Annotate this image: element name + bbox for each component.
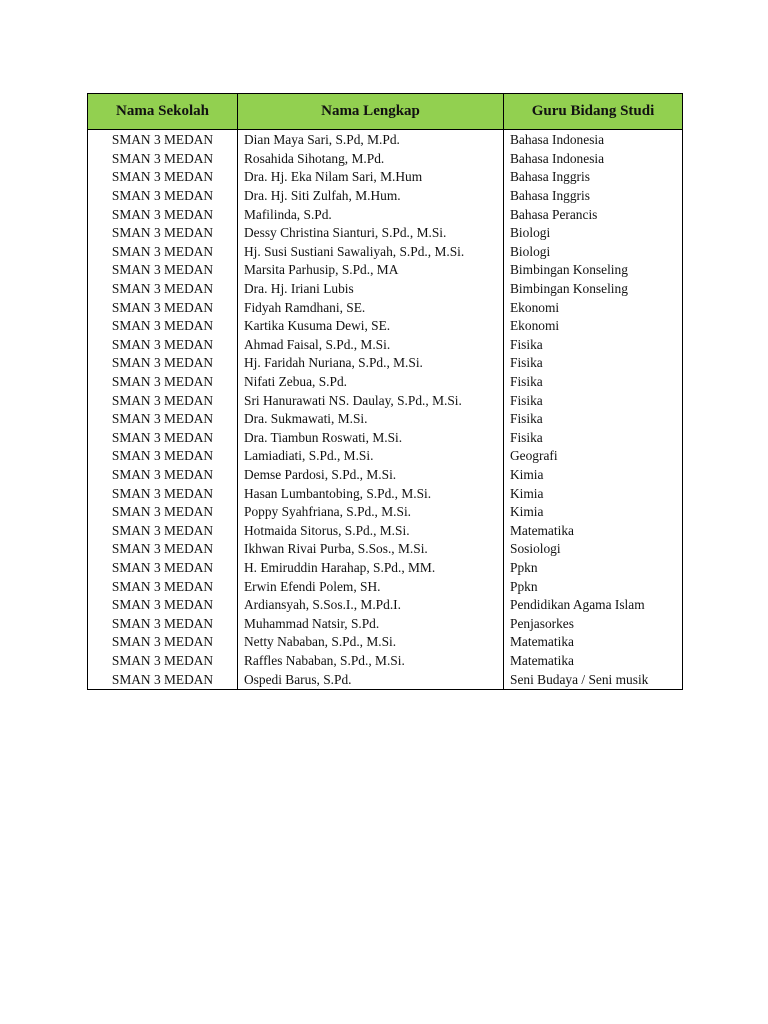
cell-school: SMAN 3 MEDAN bbox=[88, 540, 238, 559]
cell-full-name: Mafilinda, S.Pd. bbox=[238, 205, 504, 224]
table-row bbox=[88, 540, 683, 559]
cell-subject: Seni Budaya / Seni musik bbox=[504, 670, 683, 689]
cell-full-name: Hotmaida Sitorus, S.Pd., M.Si. bbox=[238, 521, 504, 540]
table-row bbox=[88, 503, 683, 522]
table-row bbox=[88, 559, 683, 578]
cell-full-name: Ospedi Barus, S.Pd. bbox=[238, 670, 504, 689]
cell-subject: Biologi bbox=[504, 224, 683, 243]
cell-subject: Fisika bbox=[504, 354, 683, 373]
table-row bbox=[88, 205, 683, 224]
table-row bbox=[88, 280, 683, 299]
cell-subject: Matematika bbox=[504, 652, 683, 671]
cell-full-name: H. Emiruddin Harahap, S.Pd., MM. bbox=[238, 559, 504, 578]
cell-school: SMAN 3 MEDAN bbox=[88, 373, 238, 392]
cell-subject: Geografi bbox=[504, 447, 683, 466]
cell-school: SMAN 3 MEDAN bbox=[88, 670, 238, 689]
table-row bbox=[88, 150, 683, 169]
cell-full-name: Dra. Hj. Siti Zulfah, M.Hum. bbox=[238, 187, 504, 206]
cell-full-name: Dian Maya Sari, S.Pd, M.Pd. bbox=[238, 130, 504, 150]
cell-subject: Bimbingan Konseling bbox=[504, 280, 683, 299]
cell-subject: Fisika bbox=[504, 429, 683, 448]
cell-full-name: Ahmad Faisal, S.Pd., M.Si. bbox=[238, 336, 504, 355]
header-full-name: Nama Lengkap bbox=[238, 94, 504, 130]
cell-subject: Ppkn bbox=[504, 559, 683, 578]
cell-school: SMAN 3 MEDAN bbox=[88, 224, 238, 243]
cell-school: SMAN 3 MEDAN bbox=[88, 596, 238, 615]
table-row bbox=[88, 224, 683, 243]
table-row bbox=[88, 261, 683, 280]
cell-subject: Ppkn bbox=[504, 577, 683, 596]
cell-full-name: Demse Pardosi, S.Pd., M.Si. bbox=[238, 466, 504, 485]
cell-school: SMAN 3 MEDAN bbox=[88, 243, 238, 262]
cell-subject: Kimia bbox=[504, 466, 683, 485]
table-row bbox=[88, 429, 683, 448]
cell-full-name: Nifati Zebua, S.Pd. bbox=[238, 373, 504, 392]
table-row bbox=[88, 354, 683, 373]
cell-full-name: Ikhwan Rivai Purba, S.Sos., M.Si. bbox=[238, 540, 504, 559]
cell-school: SMAN 3 MEDAN bbox=[88, 354, 238, 373]
cell-full-name: Sri Hanurawati NS. Daulay, S.Pd., M.Si. bbox=[238, 391, 504, 410]
cell-full-name: Hj. Faridah Nuriana, S.Pd., M.Si. bbox=[238, 354, 504, 373]
cell-full-name: Poppy Syahfriana, S.Pd., M.Si. bbox=[238, 503, 504, 522]
teacher-table bbox=[87, 93, 683, 690]
header-row bbox=[88, 94, 683, 130]
cell-school: SMAN 3 MEDAN bbox=[88, 168, 238, 187]
cell-subject: Kimia bbox=[504, 484, 683, 503]
cell-full-name: Hj. Susi Sustiani Sawaliyah, S.Pd., M.Si. bbox=[238, 243, 504, 262]
cell-school: SMAN 3 MEDAN bbox=[88, 410, 238, 429]
cell-school: SMAN 3 MEDAN bbox=[88, 484, 238, 503]
cell-school: SMAN 3 MEDAN bbox=[88, 633, 238, 652]
cell-school: SMAN 3 MEDAN bbox=[88, 652, 238, 671]
table-row bbox=[88, 130, 683, 150]
cell-subject: Bahasa Inggris bbox=[504, 168, 683, 187]
cell-subject: Bahasa Indonesia bbox=[504, 130, 683, 150]
cell-full-name: Hasan Lumbantobing, S.Pd., M.Si. bbox=[238, 484, 504, 503]
table-row bbox=[88, 187, 683, 206]
cell-subject: Kimia bbox=[504, 503, 683, 522]
cell-school: SMAN 3 MEDAN bbox=[88, 280, 238, 299]
cell-subject: Ekonomi bbox=[504, 317, 683, 336]
cell-subject: Biologi bbox=[504, 243, 683, 262]
cell-subject: Bahasa Perancis bbox=[504, 205, 683, 224]
cell-subject: Bahasa Inggris bbox=[504, 187, 683, 206]
table-row bbox=[88, 298, 683, 317]
table-row bbox=[88, 336, 683, 355]
table-row bbox=[88, 373, 683, 392]
cell-full-name: Rosahida Sihotang, M.Pd. bbox=[238, 150, 504, 169]
cell-subject: Matematika bbox=[504, 521, 683, 540]
cell-school: SMAN 3 MEDAN bbox=[88, 466, 238, 485]
cell-subject: Bahasa Indonesia bbox=[504, 150, 683, 169]
cell-subject: Sosiologi bbox=[504, 540, 683, 559]
cell-full-name: Dra. Sukmawati, M.Si. bbox=[238, 410, 504, 429]
cell-school: SMAN 3 MEDAN bbox=[88, 317, 238, 336]
cell-full-name: Marsita Parhusip, S.Pd., MA bbox=[238, 261, 504, 280]
cell-full-name: Ardiansyah, S.Sos.I., M.Pd.I. bbox=[238, 596, 504, 615]
cell-school: SMAN 3 MEDAN bbox=[88, 150, 238, 169]
cell-subject: Pendidikan Agama Islam bbox=[504, 596, 683, 615]
table-row bbox=[88, 596, 683, 615]
table-row bbox=[88, 391, 683, 410]
cell-school: SMAN 3 MEDAN bbox=[88, 261, 238, 280]
cell-full-name: Dra. Hj. Eka Nilam Sari, M.Hum bbox=[238, 168, 504, 187]
cell-full-name: Kartika Kusuma Dewi, SE. bbox=[238, 317, 504, 336]
table-row bbox=[88, 521, 683, 540]
table-row bbox=[88, 670, 683, 689]
table-row bbox=[88, 243, 683, 262]
cell-subject: Fisika bbox=[504, 336, 683, 355]
cell-school: SMAN 3 MEDAN bbox=[88, 614, 238, 633]
table-header bbox=[88, 94, 683, 130]
cell-full-name: Erwin Efendi Polem, SH. bbox=[238, 577, 504, 596]
table-row bbox=[88, 577, 683, 596]
cell-school: SMAN 3 MEDAN bbox=[88, 577, 238, 596]
cell-school: SMAN 3 MEDAN bbox=[88, 521, 238, 540]
cell-school: SMAN 3 MEDAN bbox=[88, 559, 238, 578]
table-row bbox=[88, 484, 683, 503]
cell-school: SMAN 3 MEDAN bbox=[88, 447, 238, 466]
table-row bbox=[88, 168, 683, 187]
header-school: Nama Sekolah bbox=[88, 94, 238, 130]
cell-school: SMAN 3 MEDAN bbox=[88, 429, 238, 448]
table-body bbox=[88, 130, 683, 690]
cell-subject: Ekonomi bbox=[504, 298, 683, 317]
cell-subject: Fisika bbox=[504, 373, 683, 392]
cell-school: SMAN 3 MEDAN bbox=[88, 187, 238, 206]
cell-school: SMAN 3 MEDAN bbox=[88, 298, 238, 317]
cell-full-name: Dessy Christina Sianturi, S.Pd., M.Si. bbox=[238, 224, 504, 243]
cell-school: SMAN 3 MEDAN bbox=[88, 391, 238, 410]
cell-full-name: Netty Nababan, S.Pd., M.Si. bbox=[238, 633, 504, 652]
table-row bbox=[88, 466, 683, 485]
table-row bbox=[88, 410, 683, 429]
table-row bbox=[88, 447, 683, 466]
cell-school: SMAN 3 MEDAN bbox=[88, 336, 238, 355]
cell-subject: Fisika bbox=[504, 410, 683, 429]
table-row bbox=[88, 652, 683, 671]
cell-full-name: Dra. Tiambun Roswati, M.Si. bbox=[238, 429, 504, 448]
table-row bbox=[88, 614, 683, 633]
cell-full-name: Lamiadiati, S.Pd., M.Si. bbox=[238, 447, 504, 466]
cell-school: SMAN 3 MEDAN bbox=[88, 503, 238, 522]
table-row bbox=[88, 317, 683, 336]
cell-subject: Matematika bbox=[504, 633, 683, 652]
cell-full-name: Raffles Nababan, S.Pd., M.Si. bbox=[238, 652, 504, 671]
cell-full-name: Muhammad Natsir, S.Pd. bbox=[238, 614, 504, 633]
cell-school: SMAN 3 MEDAN bbox=[88, 130, 238, 150]
cell-subject: Bimbingan Konseling bbox=[504, 261, 683, 280]
header-subject: Guru Bidang Studi bbox=[504, 94, 683, 130]
table-row bbox=[88, 633, 683, 652]
cell-full-name: Fidyah Ramdhani, SE. bbox=[238, 298, 504, 317]
cell-subject: Penjasorkes bbox=[504, 614, 683, 633]
cell-school: SMAN 3 MEDAN bbox=[88, 205, 238, 224]
cell-subject: Fisika bbox=[504, 391, 683, 410]
cell-full-name: Dra. Hj. Iriani Lubis bbox=[238, 280, 504, 299]
